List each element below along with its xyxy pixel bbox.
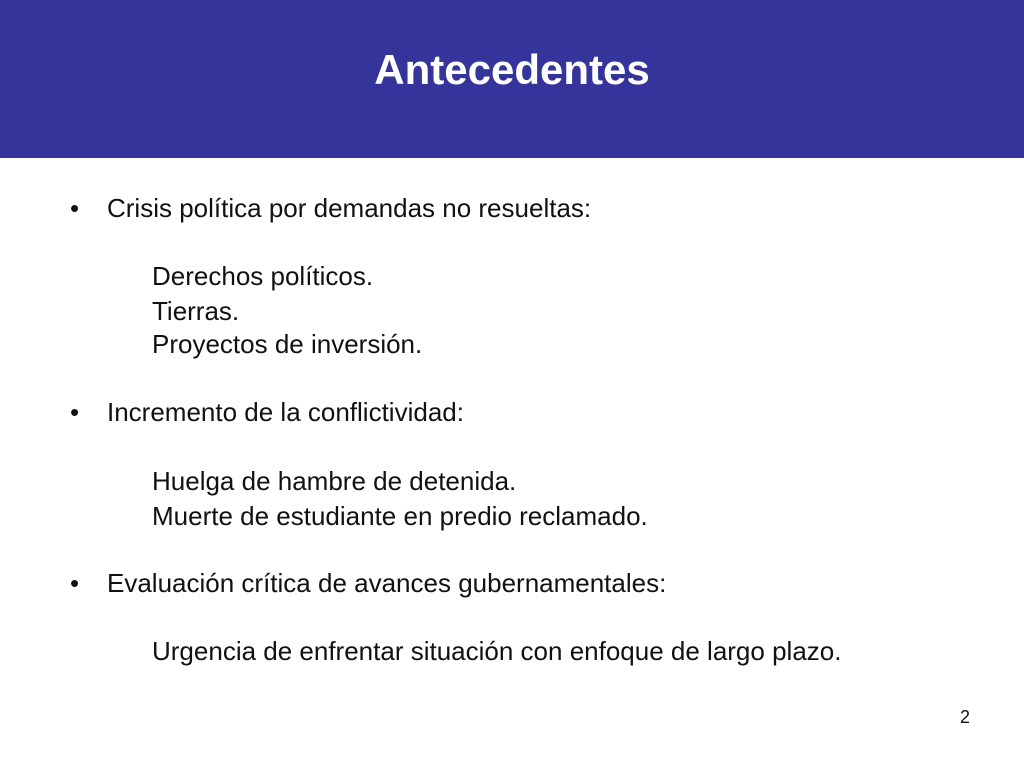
- sub-item-urgencia: Urgencia de enfrentar situación con enfoque de largo plazo.: [152, 636, 842, 666]
- sub-item-proyectos: Proyectos de inversión.: [152, 329, 423, 359]
- bullet-heading-conflictividad: Incremento de la conflictividad:: [107, 397, 464, 427]
- sub-item-huelga: Huelga de hambre de detenida.: [152, 466, 517, 496]
- sub-item-muerte: Muerte de estudiante en predio reclamado.: [152, 501, 648, 531]
- slide-title: Antecedentes: [374, 46, 650, 93]
- sub-item-derechos: Derechos políticos.: [152, 261, 374, 291]
- bullet-heading-evaluacion: Evaluación crítica de avances gubernamentales:: [107, 568, 667, 598]
- page-number: 2: [959, 707, 970, 727]
- bullet-marker: •: [70, 568, 80, 598]
- bullet-heading-crisis: Crisis política por demandas no resueltas:: [107, 193, 592, 223]
- sub-item-tierras: Tierras.: [152, 296, 240, 326]
- bullet-marker: •: [70, 193, 80, 223]
- bullet-marker: •: [70, 397, 80, 427]
